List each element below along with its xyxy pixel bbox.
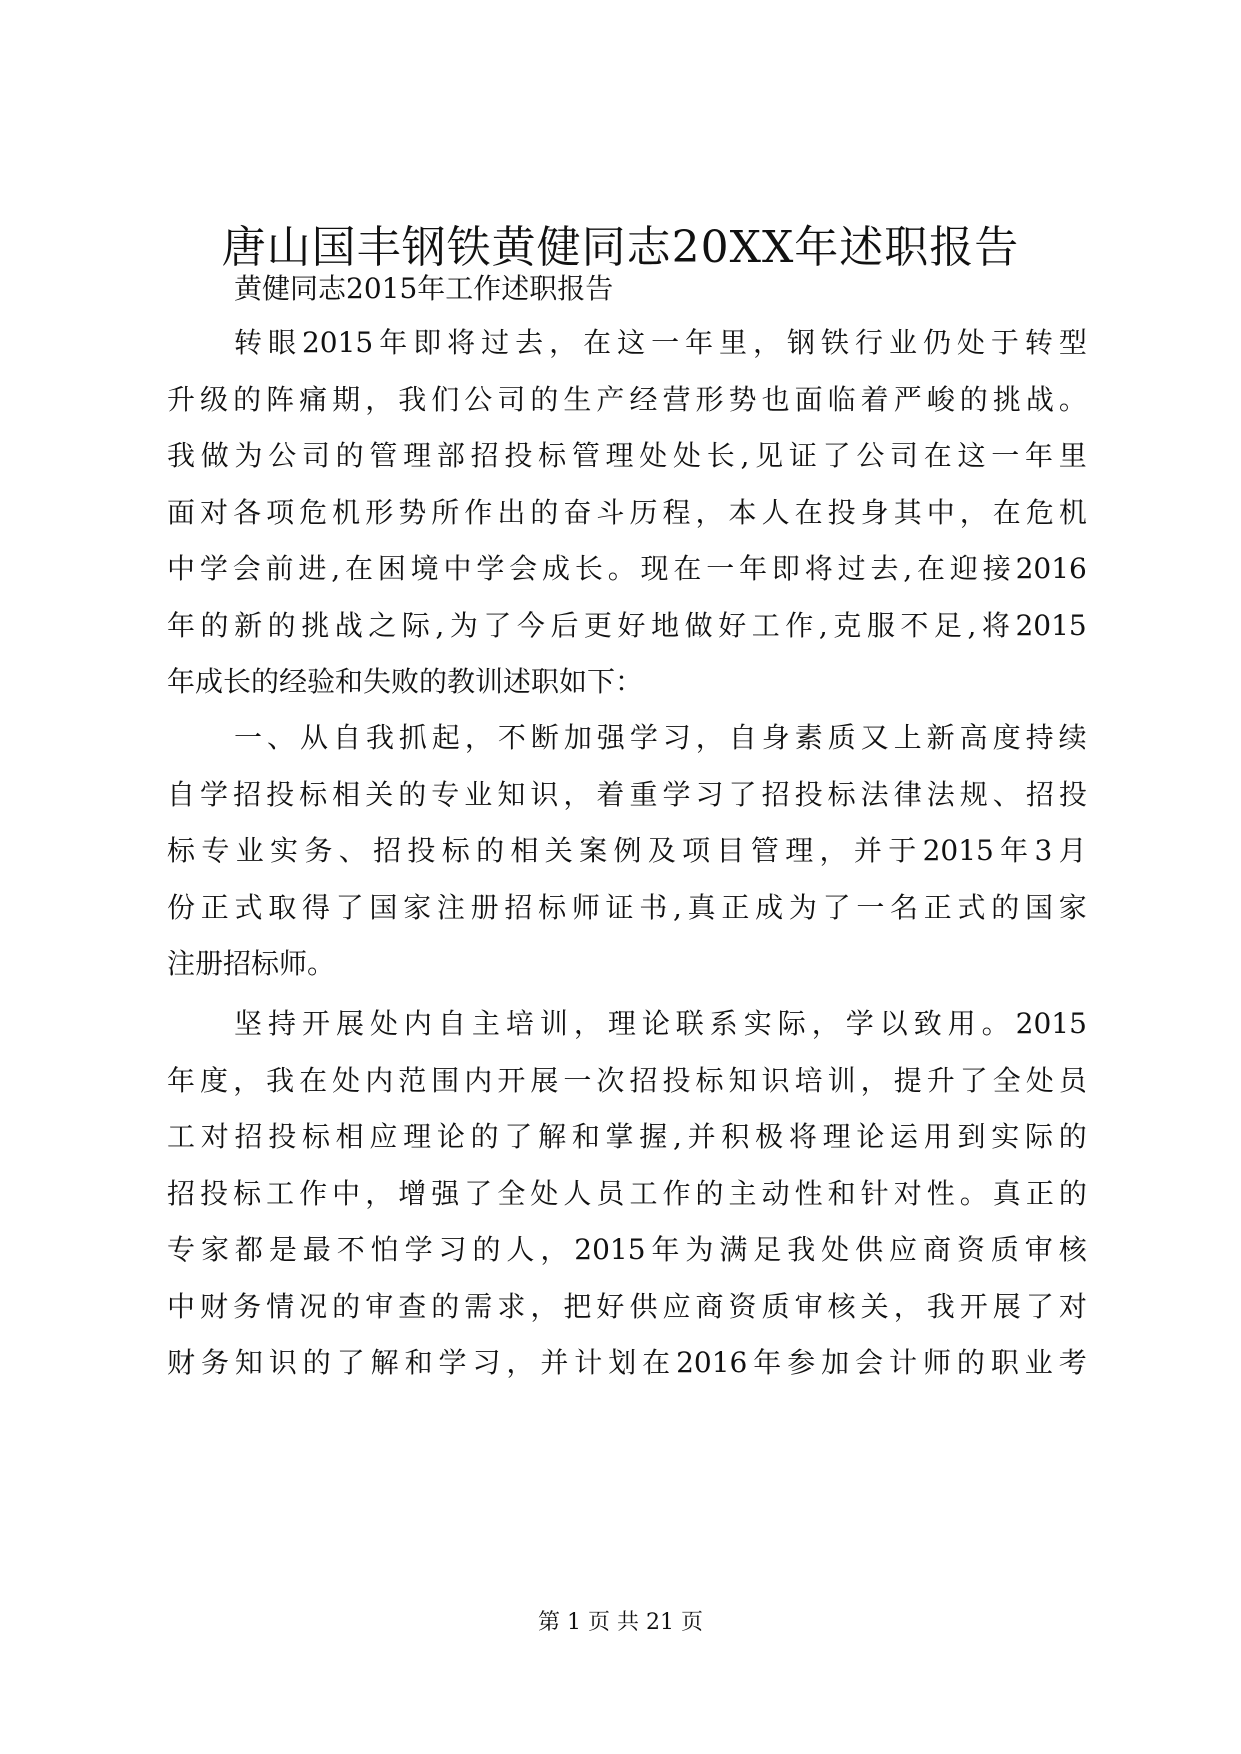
paragraph-line: 专 家 都 是 最 不 怕 学 习 的 人 ， 2015 年 为 满 足 我 处 供 应 商 资 质 审 核 xyxy=(167,1233,1087,1266)
paragraph-line: 坚 持 开 展 处 内 自 主 培 训 ， 理 论 联 系 实 际 ， 学 以 致 用 。 2015 xyxy=(234,1007,1087,1040)
paragraph-line: 自 学 招 投 标 相 关 的 专 业 知 识 ， 着 重 学 习 了 招 投 标 法 律 法 规 、 招 投 xyxy=(167,778,1087,811)
paragraph-line: 份 正 式 取 得 了 国 家 注 册 招 标 师 证 书 , 真 正 成 为 了 一 名 正 式 的 国 家 xyxy=(167,891,1087,924)
paragraph-line: 升 级 的 阵 痛 期 ， 我 们 公 司 的 生 产 经 营 形 势 也 面 临 着 严 峻 的 挑 战 。 xyxy=(167,383,1087,416)
paragraph-line: 标 专 业 实 务 、 招 投 标 的 相 关 案 例 及 项 目 管 理 ， 并 于 2015 年 3 月 xyxy=(167,834,1087,867)
paragraph-line: 中 财 务 情 况 的 审 查 的 需 求 ， 把 好 供 应 商 资 质 审 核 关 ， 我 开 展 了 对 xyxy=(167,1290,1087,1323)
subtitle-line: 黄健同志2015年工作述职报告 xyxy=(234,272,614,305)
paragraph-line: 中 学 会 前 进 , 在 困 境 中 学 会 成 长 。 现 在 一 年 即 将 过 去 , 在 迎 接 2016 xyxy=(167,552,1087,585)
paragraph-line: 招 投 标 工 作 中 ， 增 强 了 全 处 人 员 工 作 的 主 动 性 和 针 对 性 。 真 正 的 xyxy=(167,1177,1087,1210)
paragraph-line: 一 、 从 自 我 抓 起 ， 不 断 加 强 学 习 ， 自 身 素 质 又 上 新 高 度 持 续 xyxy=(234,721,1087,754)
paragraph-line: 年成长的经验和失败的教训述职如下： xyxy=(167,665,644,698)
document-title: 唐山国丰钢铁黄健同志20XX年述职报告 xyxy=(221,222,1020,273)
page-number-footer: 第 1 页 共 21 页 xyxy=(538,1610,703,1635)
paragraph-line: 转 眼 2015 年 即 将 过 去 ， 在 这 一 年 里 ， 钢 铁 行 业 仍 处 于 转 型 xyxy=(234,326,1087,359)
paragraph-line: 注册招标师。 xyxy=(167,947,336,980)
paragraph-line: 面 对 各 项 危 机 形 势 所 作 出 的 奋 斗 历 程 ， 本 人 在 投 身 其 中 ， 在 危 机 xyxy=(167,496,1087,529)
paragraph-line: 财 务 知 识 的 了 解 和 学 习 ， 并 计 划 在 2016 年 参 加 会 计 师 的 职 业 考 xyxy=(167,1346,1087,1379)
paragraph-line: 我 做 为 公 司 的 管 理 部 招 投 标 管 理 处 处 长 , 见 证 了 公 司 在 这 一 年 里 xyxy=(167,439,1087,472)
paragraph-line: 工 对 招 投 标 相 应 理 论 的 了 解 和 掌 握 , 并 积 极 将 理 论 运 用 到 实 际 的 xyxy=(167,1120,1087,1153)
paragraph-line: 年 的 新 的 挑 战 之 际 , 为 了 今 后 更 好 地 做 好 工 作 , 克 服 不 足 , 将 2015 xyxy=(167,609,1087,642)
paragraph-line: 年 度 ， 我 在 处 内 范 围 内 开 展 一 次 招 投 标 知 识 培 训 ， 提 升 了 全 处 员 xyxy=(167,1064,1087,1097)
